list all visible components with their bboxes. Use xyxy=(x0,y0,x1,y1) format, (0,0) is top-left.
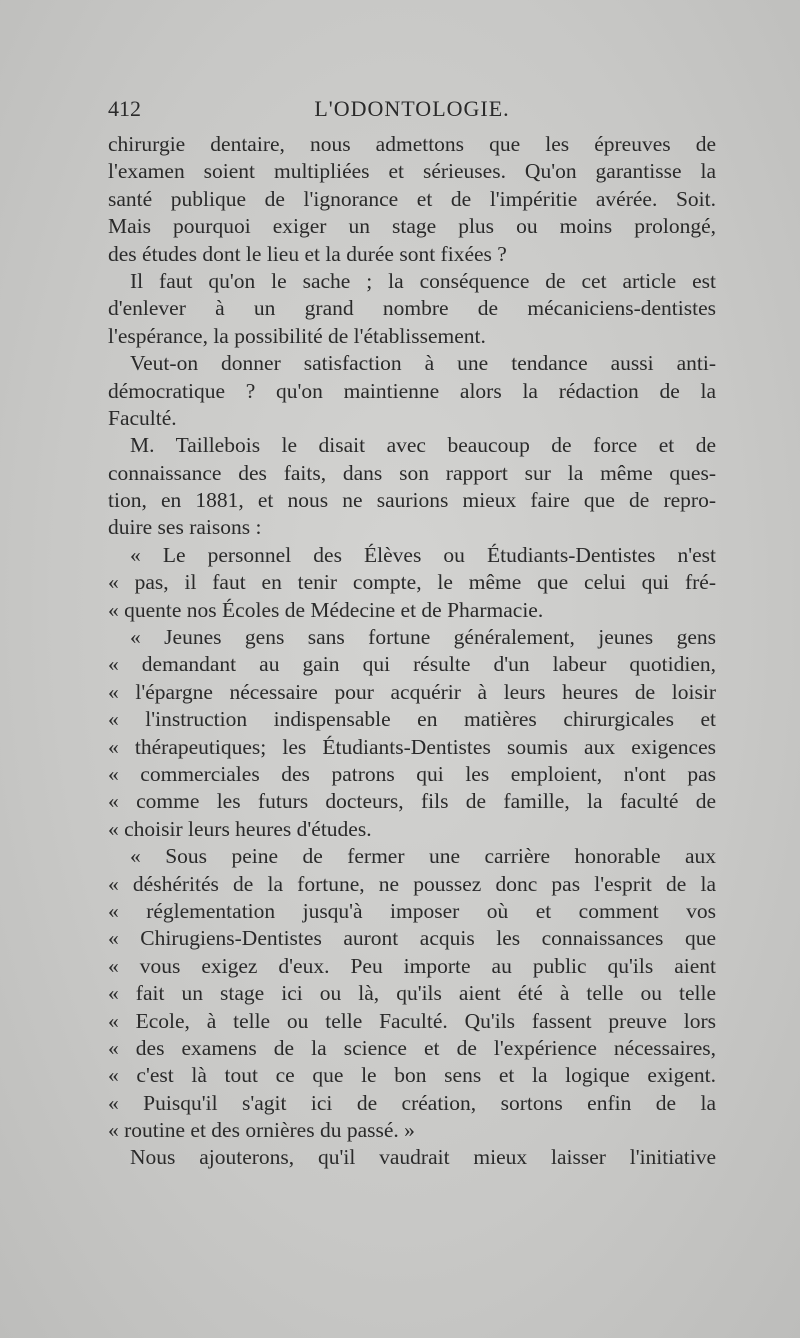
running-title: L'ODONTOLOGIE. xyxy=(314,96,510,121)
text-line: « Chirugiens-Dentistes auront acquis les connaissances que xyxy=(108,926,716,951)
text-line: Mais pourquoi exiger un stage plus ou moins prolongé, xyxy=(108,214,716,239)
text-line: tion, en 1881, et nous ne saurions mieux faire que de repro- xyxy=(108,488,716,513)
text-line: « pas, il faut en tenir compte, le même que celui qui fré- xyxy=(108,570,716,595)
text-line: « déshérités de la fortune, ne poussez donc pas l'esprit de la xyxy=(108,871,716,896)
text-line: d'enlever à un grand nombre de mécaniciens-dentistes xyxy=(108,296,716,321)
text-line: « choisir leurs heures d'études. xyxy=(108,816,372,841)
text-line: « commerciales des patrons qui les emploient, n'ont pas xyxy=(108,761,716,786)
text-line: duire ses raisons : xyxy=(108,515,262,540)
text-line: des études dont le lieu et la durée sont fixées ? xyxy=(108,241,507,266)
text-line: « routine et des ornières du passé. » xyxy=(108,1118,415,1143)
text-line: Faculté. xyxy=(108,405,177,430)
text-line: santé publique de l'ignorance et de l'impéritie avérée. Soit. xyxy=(108,186,716,211)
text-line: l'examen soient multipliées et sérieuses. Qu'on garantisse la xyxy=(108,159,716,184)
text-line: « quente nos Écoles de Médecine et de Pharmacie. xyxy=(108,597,544,622)
text-line: Nous ajouterons, qu'il vaudrait mieux laisser l'initiative xyxy=(130,1145,716,1170)
text-line: « c'est là tout ce que le bon sens et la logique exigent. xyxy=(108,1063,716,1088)
text-line: « vous exigez d'eux. Peu importe au public qu'ils aient xyxy=(108,953,716,978)
text-line: « des examens de la science et de l'expérience nécessaires, xyxy=(108,1035,716,1060)
text-line: Veut-on donner satisfaction à une tendance aussi anti- xyxy=(130,351,716,376)
text-line: « comme les futurs docteurs, fils de famille, la faculté de xyxy=(108,789,716,814)
page-header xyxy=(108,96,716,126)
text-line: « demandant au gain qui résulte d'un labeur quotidien, xyxy=(108,652,716,677)
text-line: démocratique ? qu'on maintienne alors la rédaction de la xyxy=(108,378,716,403)
text-line: M. Taillebois le disait avec beaucoup de force et de xyxy=(130,433,716,458)
text-line: « fait un stage ici ou là, qu'ils aient été à telle ou telle xyxy=(108,981,716,1006)
text-line: « réglementation jusqu'à imposer où et comment vos xyxy=(108,898,716,923)
body-text xyxy=(108,131,716,1172)
text-line: « thérapeutiques; les Étudiants-Dentistes soumis aux exigences xyxy=(108,734,716,759)
text-line: « Jeunes gens sans fortune généralement, jeunes gens xyxy=(130,625,716,650)
page-number: 412 xyxy=(108,96,141,121)
text-line: l'espérance, la possibilité de l'établissement. xyxy=(108,323,486,348)
text-line: chirurgie dentaire, nous admettons que les épreuves de xyxy=(108,132,716,156)
text-line: connaissance des faits, dans son rapport sur la même ques- xyxy=(108,460,716,485)
text-line: « Ecole, à telle ou telle Faculté. Qu'ils fassent preuve lors xyxy=(108,1008,716,1033)
text-line: « Le personnel des Élèves ou Étudiants-Dentistes n'est xyxy=(130,542,716,567)
text-line: « Sous peine de fermer une carrière honorable aux xyxy=(130,844,716,869)
text-line: « l'épargne nécessaire pour acquérir à leurs heures de loisir xyxy=(108,679,716,704)
text-line: « l'instruction indispensable en matières chirurgicales et xyxy=(108,707,716,732)
text-line: Il faut qu'on le sache ; la conséquence de cet article est xyxy=(130,268,716,293)
text-line: « Puisqu'il s'agit ici de création, sortons enfin de la xyxy=(108,1090,716,1115)
